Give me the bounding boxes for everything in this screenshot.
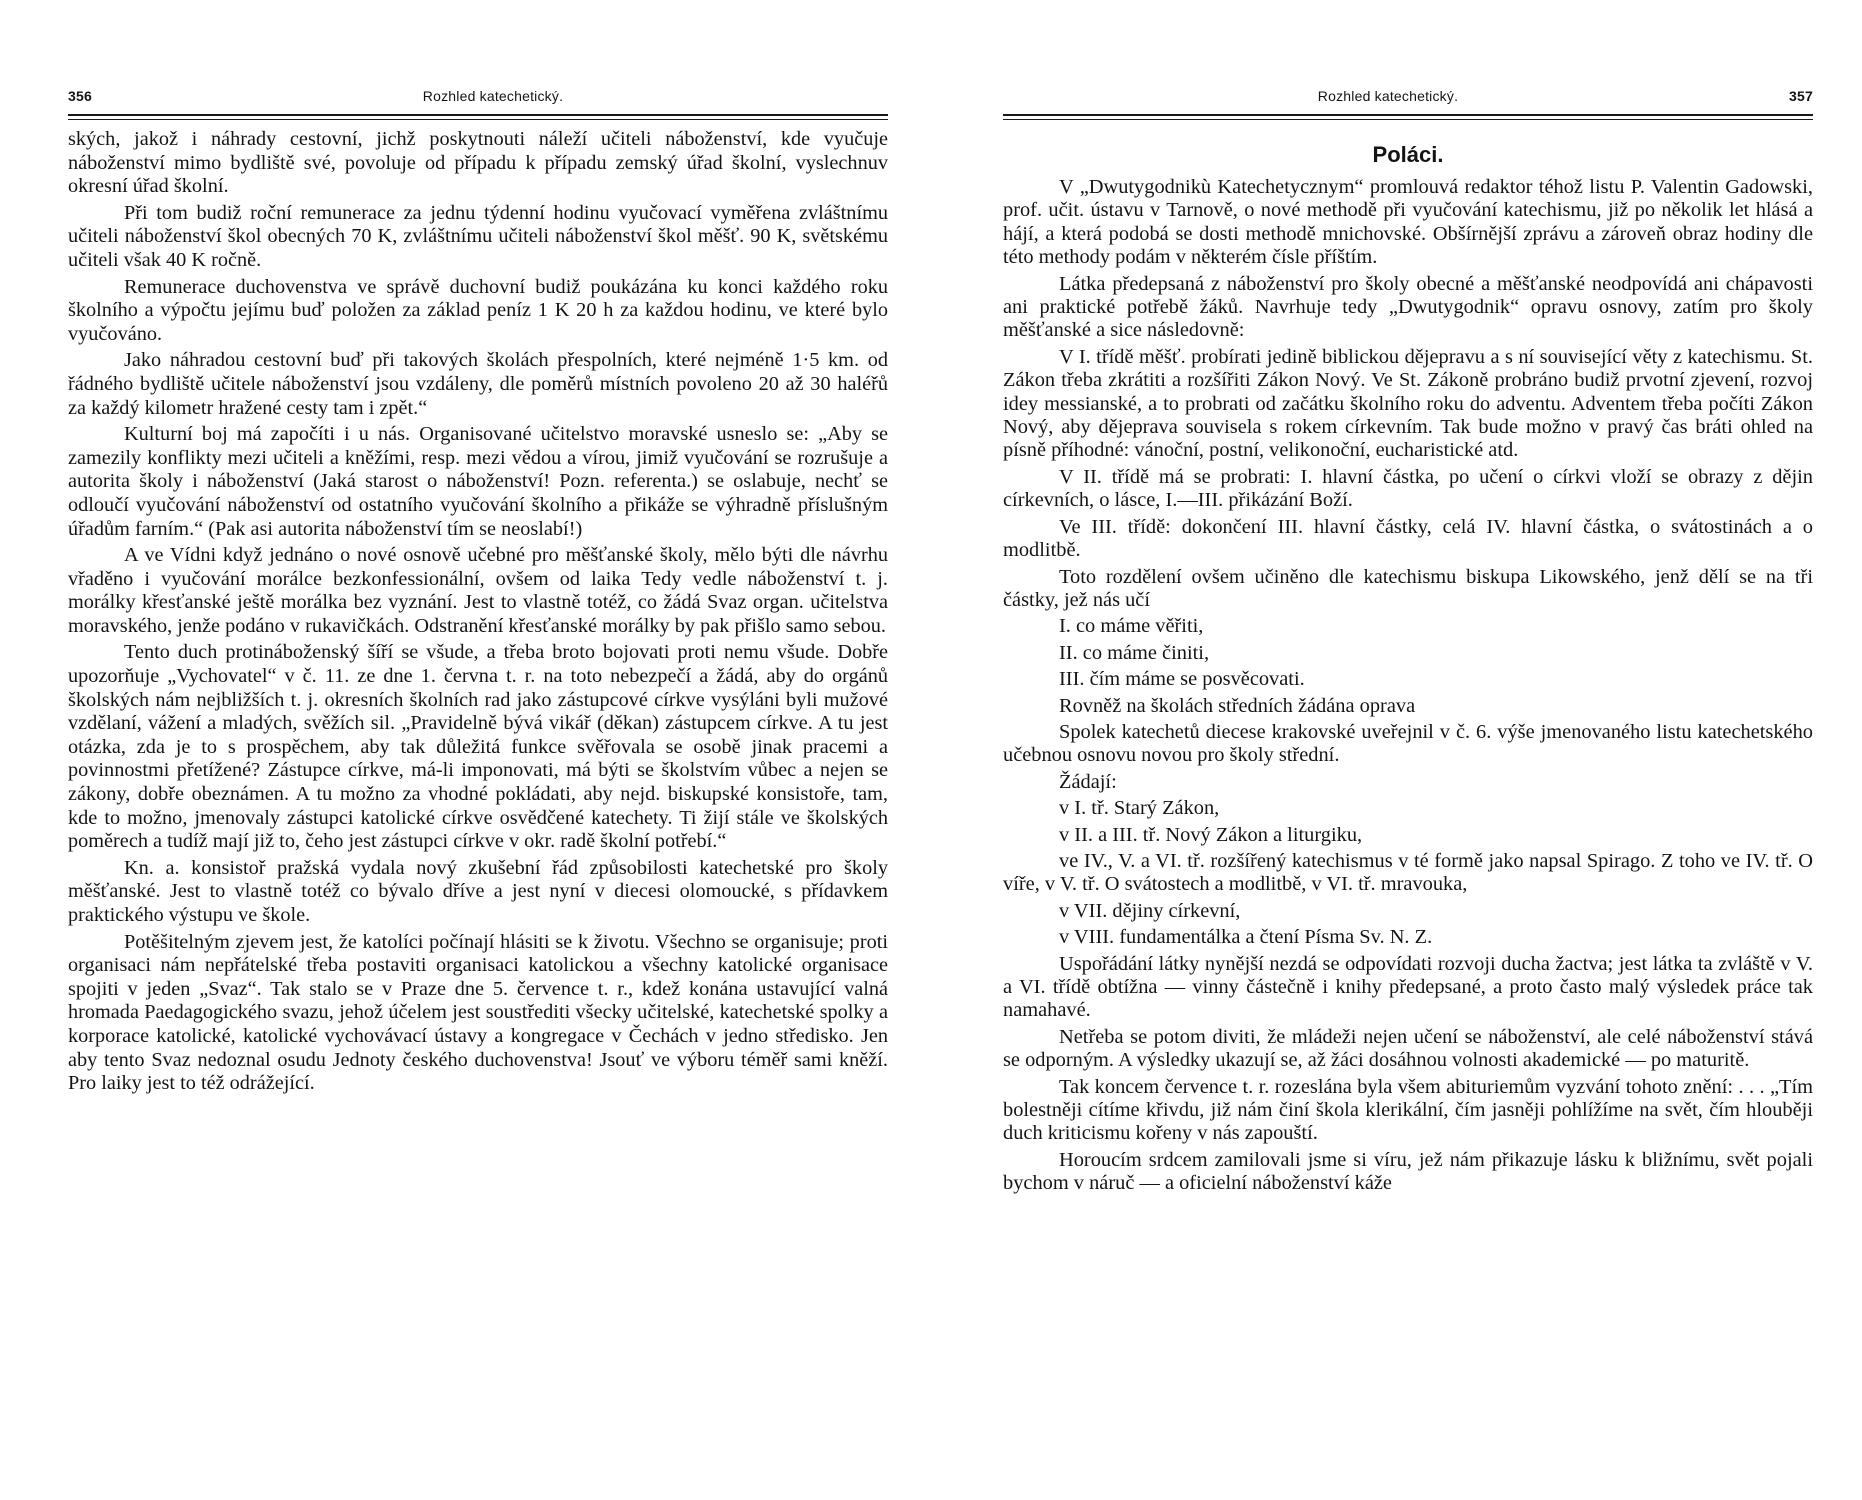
paragraph: Při tom budiž roční remunerace za jednu týdenní hodinu vyučovací vyměřena zvláštnímu učiteli náboženství škol obecných 70 K, zvláštnímu učiteli náboženství škol měšť. 90 K, světskému učiteli však 40 K ročně. <box>68 201 888 271</box>
right-page-number: 357 <box>1789 88 1813 104</box>
paragraph: A ve Vídni když jednáno o nové osnově učebné pro měšťanské školy, mělo býti dle návrhu vřaděno i vyučování morálce bezkonfessionální, ovšem od laika Tedy vedle náboženství t. j. morálky křesťanské ještě morálka bez vyznání. Jest to vlastně totéž, co žádá Svaz organ. učitelstva moravského, jenže podáno v rukavičkách. Odstranění křesťanské morálky by pak přišlo samo sebou. <box>68 544 888 637</box>
paragraph: Remunerace duchovenstva ve správě duchovní budiž poukázána ku konci každého roku školního a výpočtu jejímu buď položen za základ peníz 1 K 20 h za každou hodinu, ve které bylo vyučováno. <box>68 275 888 345</box>
section-title: Poláci. <box>1372 142 1444 167</box>
left-page-number: 356 <box>68 88 92 104</box>
paragraph: Potěšitelným zjevem jest, že katolíci počínají hlásiti se k životu. Všechno se organisuje; proti organisaci nám nepřátelské třeba postaviti organisaci katolickou a všechny katolické organisace spojiti v jeden „Svaz“. Tak stalo se v Praze dne 5. července t. r., kdež konána ustavující valná hromada Paedagogického svazu, jehož účelem jest soustřediti všecky učitelské, katechetské spolky a korporace katolické, katolické vychovávací ústavy a kongregace v Čechách v jedno středisko. Jen aby tento Svaz nedoznal osudu Jednoty českého duchovenstva! Jsouť ve výboru téměř sami kněží. Pro laiky jest to též odrážející. <box>68 930 888 1095</box>
left-page-body <box>68 128 888 1099</box>
right-running-head <box>1003 88 1813 110</box>
list-item: II. co máme činiti, <box>1059 641 1210 664</box>
right-page <box>1003 0 1813 1500</box>
left-running-head <box>68 88 888 110</box>
paragraph: Látka předepsaná z náboženství pro školy obecné a měšťanské neodpovídá ani chápavosti ani praktické potřebě žáků. Navrhuje tedy „Dwutygodnik“ opravu osnovy, zatím pro školy měšťanské a sice následovně: <box>1003 272 1813 342</box>
paragraph: V „Dwutygodnikù Katechetycznym“ promlouvá redaktor téhož listu P. Valentin Gadowski, prof. učit. ústavu v Tarnově, o nové methodě při vyučování katechismu, již po několik let hlásá a hájí, a která podobá se dosti methodě mnichovské. Obšírnější zprávu a zároveň obraz hodiny dle této methody podám v některém čísle příštím. <box>1003 176 1813 269</box>
paragraph: ských, jakož i náhrady cestovní, jichž poskytnouti náleží učiteli náboženství, kde vyučuje náboženství mimo bydliště své, povoluje od případu k případu zemský úřad školní, vyslechnuv okresní úřad školní. <box>68 128 888 198</box>
paragraph: Spolek katechetů diecese krakovské uveřejnil v č. 6. výše jmenovaného listu katechetského učebnou osnovu novou pro školy střední. <box>1003 720 1813 767</box>
left-running-title: Rozhled katechetický. <box>422 88 564 104</box>
paragraph: Horoucím srdcem zamilovali jsme si víru, jež nám přikazuje lásku k bližnímu, svět pojali bychom v náruč — a oficielní náboženství káže <box>1003 1148 1813 1195</box>
paragraph: V II. třídě má se probrati: I. hlavní částka, po učení o církvi vloží se obrazy z dějin církevních, o lásce, I.—III. přikázání Boží. <box>1003 465 1813 512</box>
paragraph: V I. třídě měšť. probírati jedině biblickou dějepravu a s ní související věty z katechismu. St. Zákon třeba zkrátiti a rozšířiti Zákon Nový. Ve St. Zákoně probráno budiž prvotní zjevení, rozvoj idey messianské, a to probrati od začátku školního roku do adventu. Adventem třeba počíti Zákon Nový, aby dějeprava souvisela s rokem církevním. Tak bude možno v pravý čas bráti ohled na písně příhodné: vánoční, postní, velikonoční, eucharistické atd. <box>1003 345 1813 462</box>
paragraph: Rovněž na školách středních žádána oprava <box>1059 694 1416 717</box>
paragraph: Netřeba se potom diviti, že mládeži nejen učení se náboženství, ale celé náboženství stává se odporným. A výsledky ukazují se, až žáci dosáhnou volnosti akademické — po maturitě. <box>1003 1025 1813 1072</box>
paragraph: Tento duch protináboženský šíří se všude, a třeba broto bojovati proti nemu všude. Dobře upozorňuje „Vychovatel“ v č. 11. ze dne 1. června t. r. na toto nebezpečí a žádá, aby do orgánů školských nám nejbližších t. j. okresních školních rad jako zástupcové církve vysýláni byli mužové vzdělaní, vážení a mladých, svěžích sil. „Pravidelně bývá vikář (děkan) zástupcem církve. A tu jest otázka, zda je to s prospěchem, aby tak důležitá funkce svěřovala se osobě jinak pracemi a povinnostmi přetížené? Zástupce církve, má-li imponovati, má býti se školstvím vůbec a nejen se zákony, dobře obeznámen. A tu možno za vhodné pokládati, aby nejd. biskupské konsistoře, tam, kde to možno, jmenovaly zástupci katolické církve osvědčené katechety. Ti žijí stále ve školských poměrech a tudíž mají již to, čeho jest zástupci církve v okr. radě školní potřebí.“ <box>68 641 888 853</box>
list-item: v I. tř. Starý Zákon, <box>1059 797 1220 820</box>
left-page <box>68 0 888 1500</box>
paragraph: Ve III. třídě: dokončení III. hlavní částky, celá IV. hlavní částka, o svátostinách a o modlitbě. <box>1003 515 1813 562</box>
list-item: v VII. dějiny církevní, <box>1059 899 1241 922</box>
right-header-rule <box>1003 114 1813 120</box>
list-item: ve IV., V. a VI. tř. rozšířený katechismus v té formě jako napsal Spirago. Z toho ve IV. tř. O víře, v V. tř. O svátostech a modlitbě, v VI. tř. mravouka, <box>1003 849 1813 896</box>
list-item: I. co máme věřiti, <box>1059 615 1204 638</box>
paragraph: Uspořádání látky nynější nezdá se odpovídati rozvoji ducha žactva; jest látka ta zvláště v V. a VI. třídě obtížna — vinny částečně i knihy předepsané, a proto často malý výsledek práce tak namahavé. <box>1003 952 1813 1022</box>
paragraph: Jako náhradou cestovní buď při takových školách přespolních, které nejméně 1·5 km. od řádného bydliště učitele náboženství jsou vzdáleny, dle poměrů místních povoleno 20 až 30 haléřů za každý kilometr hražené cesty tam i zpět.“ <box>68 349 888 419</box>
right-running-title: Rozhled katechetický. <box>1317 88 1459 104</box>
list-item: v II. a III. tř. Nový Zákon a liturgiku, <box>1059 823 1363 846</box>
list-item: III. čím máme se posvěcovati. <box>1059 668 1305 691</box>
paragraph: Kn. a. konsistoř pražská vydala nový zkušební řád způsobilosti katechetské pro školy měšťanské. Jest to vlastně totéž co bývalo dříve a jest nyní v diecesi olomoucké, s přídavkem praktického výstupu ve škole. <box>68 856 888 926</box>
right-page-body <box>1003 142 1813 1199</box>
left-header-rule <box>68 114 888 120</box>
list-item: v VIII. fundamentálka a čtení Písma Sv. N. Z. <box>1059 926 1433 949</box>
paragraph: Tak koncem července t. r. rozeslána byla všem abituriemům vyzvání tohoto znění: . . . „Tím bolestněji cítíme křivdu, již nám činí škola klerikální, čím jasněji pohlížíme na svět, čím hlouběji duch kriticismu kořeny v nás zapouští. <box>1003 1075 1813 1145</box>
paragraph: Toto rozdělení ovšem učiněno dle katechismu biskupa Likowského, jenž dělí se na tři částky, jež nás učí <box>1003 565 1813 611</box>
paragraph: Kulturní boj má započíti i u nás. Organisované učitelstvo moravské usneslo se: „Aby se zamezily konflikty mezi učiteli a kněžími, resp. mezi vědou a vírou, jimiž vyučování se rozrušuje a autorita školy i náboženství (Jaká starost o náboženství! Pozn. referenta.) se oslabuje, nechť se odloučí vyučování náboženství od ostatního vyučování školního a přikáže se výhradně příslušným úřadům farním.“ (Pak asi autorita náboženství tím se neoslabí!) <box>68 423 888 540</box>
list-heading: Žádají: <box>1059 770 1117 793</box>
